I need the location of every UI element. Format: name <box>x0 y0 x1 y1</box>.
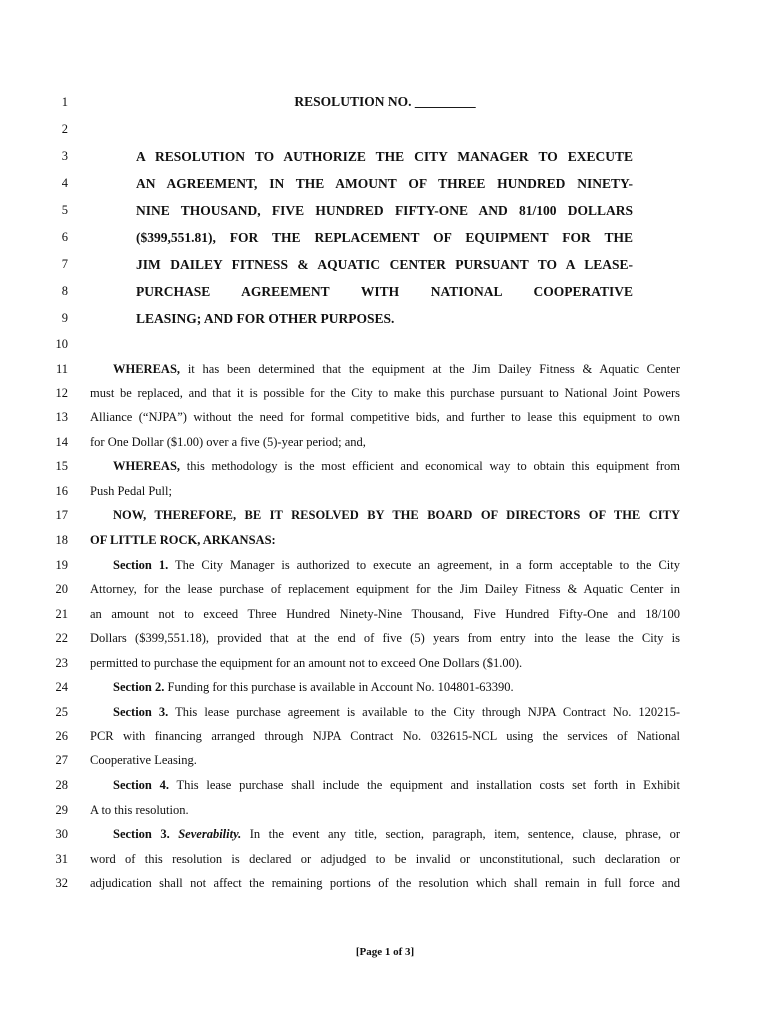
body-line: Alliance (“NJPA”) without the need for formal competitive bids, and further to lease this equipment to own <box>90 410 680 424</box>
line-number: 3 <box>61 149 68 163</box>
line-number: 26 <box>55 729 68 743</box>
line-number: 27 <box>55 753 68 767</box>
line-number: 8 <box>61 284 68 298</box>
line-number: 9 <box>61 311 68 325</box>
body-line: OF LITTLE ROCK, ARKANSAS: <box>90 533 276 547</box>
body-line: permitted to purchase the equipment for an amount not to exceed One Dollars ($1.00). <box>90 656 523 670</box>
line-number: 12 <box>55 386 68 400</box>
body-text: This lease purchase agreement is available to the City through NJPA Contract No. 120215- <box>168 705 680 719</box>
title-line: PURCHASE AGREEMENT WITH NATIONAL COOPERATIVE <box>136 284 633 299</box>
body-text: The City Manager is authorized to execute an agreement, in a form acceptable to the City <box>168 558 680 572</box>
body-line: word of this resolution is declared or adjudged to be invalid or unconstitutional, such declaration or <box>90 852 680 866</box>
line-number: 17 <box>55 508 68 522</box>
line-number: 22 <box>55 631 68 645</box>
line-number: 7 <box>61 257 68 271</box>
line-number: 11 <box>55 362 68 376</box>
line-number: 1 <box>61 95 68 109</box>
title-line: ($399,551.81), FOR THE REPLACEMENT OF EQUIPMENT FOR THE <box>136 230 633 245</box>
title-line: JIM DAILEY FITNESS & AQUATIC CENTER PURSUANT TO A LEASE- <box>136 257 633 272</box>
body-text: This lease purchase shall include the equipment and installation costs set forth in Exhibit <box>168 778 680 792</box>
line-number: 32 <box>55 876 68 890</box>
body-line <box>113 458 680 474</box>
resolution-heading: RESOLUTION NO. _________ <box>294 94 476 109</box>
body-line <box>113 679 680 695</box>
section-label: Section 2. <box>113 680 165 694</box>
body-text: this methodology is the most efficient and economical way to obtain this equipment from <box>180 459 680 473</box>
body-line <box>113 777 680 793</box>
body-line: NOW, THEREFORE, BE IT RESOLVED BY THE BOARD OF DIRECTORS OF THE CITY <box>113 508 680 522</box>
line-number: 2 <box>61 122 68 136</box>
title-line: NINE THOUSAND, FIVE HUNDRED FIFTY-ONE AND 81/100 DOLLARS <box>136 203 633 218</box>
line-number: 14 <box>55 435 68 449</box>
line-number: 6 <box>61 230 68 244</box>
line-number: 30 <box>55 827 68 841</box>
section-label: Section 3. <box>113 705 169 719</box>
line-number: 13 <box>55 410 68 424</box>
line-number: 29 <box>55 803 68 817</box>
section-label: Section 4. <box>113 778 169 792</box>
body-line <box>113 826 680 842</box>
section-label: Section 1. <box>113 558 169 572</box>
body-line: PCR with financing arranged through NJPA Contract No. 032615-NCL using the services of National <box>90 729 680 743</box>
line-number: 5 <box>61 203 68 217</box>
line-number: 16 <box>55 484 68 498</box>
body-text: Funding for this purchase is available in Account No. 104801-63390. <box>164 680 514 694</box>
title-line: LEASING; AND FOR OTHER PURPOSES. <box>136 311 395 326</box>
line-number: 28 <box>55 778 68 792</box>
line-number: 24 <box>55 680 68 694</box>
body-text: In the event any title, section, paragraph, item, sentence, clause, phrase, or <box>241 827 681 841</box>
body-line: A to this resolution. <box>90 803 189 817</box>
line-number: 4 <box>61 176 68 190</box>
body-line: Cooperative Leasing. <box>90 753 197 767</box>
severability-label: Severability. <box>178 827 242 841</box>
line-number: 10 <box>55 337 68 351</box>
body-line: adjudication shall not affect the remaining portions of the resolution which shall remain in full force and <box>90 876 680 890</box>
body-text: it has been determined that the equipment at the Jim Dailey Fitness & Aquatic Center <box>180 362 680 376</box>
section-label: Section 3. <box>113 827 170 841</box>
body-line: an amount not to exceed Three Hundred Ninety-Nine Thousand, Five Hundred Fifty-One and 18/100 <box>90 607 680 621</box>
body-line: must be replaced, and that it is possible for the City to make this purchase pursuant to National Joint Powers <box>90 386 680 400</box>
body-line: for One Dollar ($1.00) over a five (5)-year period; and, <box>90 435 366 449</box>
title-line: A RESOLUTION TO AUTHORIZE THE CITY MANAGER TO EXECUTE <box>136 149 633 164</box>
whereas-label: WHEREAS, <box>113 459 181 473</box>
line-number: 18 <box>55 533 68 547</box>
body-line: Dollars ($399,551.18), provided that at the end of five (5) years from entry into the lease the City is <box>90 631 680 645</box>
line-number: 31 <box>55 852 68 866</box>
body-line <box>113 557 680 573</box>
whereas-label: WHEREAS, <box>113 362 181 376</box>
body-line <box>113 361 680 377</box>
line-number: 20 <box>55 582 68 596</box>
body-line: Attorney, for the lease purchase of replacement equipment for the Jim Dailey Fitness & Aquatic Center in <box>90 582 680 596</box>
body-line: Push Pedal Pull; <box>90 484 172 498</box>
page-footer: [Page 1 of 3] <box>355 946 415 958</box>
line-number: 19 <box>55 558 68 572</box>
line-number: 15 <box>55 459 68 473</box>
line-number: 21 <box>55 607 68 621</box>
body-line <box>113 704 680 720</box>
line-number: 25 <box>55 705 68 719</box>
title-line: AN AGREEMENT, IN THE AMOUNT OF THREE HUNDRED NINETY- <box>136 176 633 191</box>
line-number: 23 <box>55 656 68 670</box>
